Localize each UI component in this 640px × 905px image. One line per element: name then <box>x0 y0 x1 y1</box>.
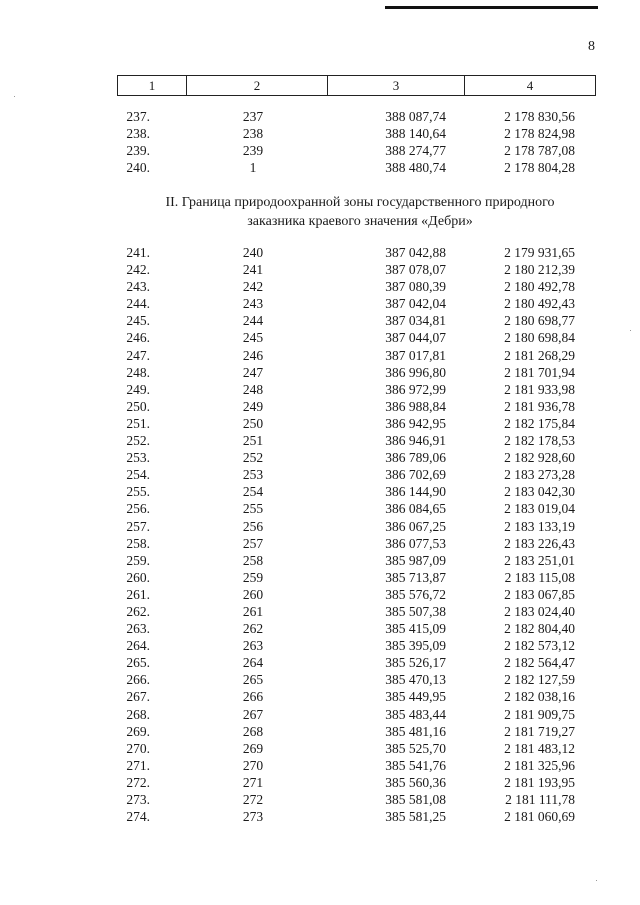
point-number: 253. <box>126 450 150 466</box>
coordinate-y: 2 183 019,04 <box>504 501 575 517</box>
point-number: 249. <box>126 381 150 397</box>
coordinate-y: 2 181 060,69 <box>504 809 575 825</box>
coordinate-y: 2 183 133,19 <box>504 518 575 534</box>
vertex-number: 266 <box>242 689 264 705</box>
coordinate-y: 2 183 273,28 <box>504 467 575 483</box>
table-row <box>0 654 640 671</box>
point-number: 265. <box>126 655 150 671</box>
scan-speck <box>630 330 631 331</box>
coordinate-x: 385 525,70 <box>385 740 446 756</box>
point-number: 255. <box>126 484 150 500</box>
coordinate-x: 385 507,38 <box>385 603 446 619</box>
table-row <box>0 552 640 569</box>
table-row <box>0 723 640 740</box>
coordinate-x: 387 042,88 <box>385 245 446 260</box>
point-number: 271. <box>126 757 150 773</box>
coordinate-x: 385 576,72 <box>385 586 446 602</box>
coordinate-x: 386 084,65 <box>385 501 446 517</box>
coordinate-x: 387 017,81 <box>385 347 446 363</box>
vertex-number: 258 <box>242 552 264 568</box>
coordinate-x: 387 042,04 <box>385 296 446 312</box>
coordinate-x: 386 996,80 <box>385 364 446 380</box>
coordinate-x: 385 541,76 <box>385 757 446 773</box>
table-row <box>0 159 640 176</box>
coordinate-y: 2 181 483,12 <box>504 740 575 756</box>
section2-heading-line2: заказника краевого значения «Дебри» <box>247 214 473 229</box>
coordinate-y: 2 178 804,28 <box>504 160 575 176</box>
coordinate-x: 386 702,69 <box>385 467 446 483</box>
vertex-number: 251 <box>242 433 264 449</box>
table-row <box>0 740 640 757</box>
table-row <box>0 329 640 346</box>
scan-speck <box>14 96 15 97</box>
coordinate-y: 2 180 212,39 <box>504 262 575 278</box>
vertex-number: 269 <box>242 740 264 756</box>
coordinate-y: 2 183 024,40 <box>504 603 575 619</box>
vertex-number: 237 <box>242 109 264 124</box>
coordinate-x: 386 144,90 <box>385 484 446 500</box>
coordinate-x: 385 483,44 <box>385 706 446 722</box>
table-header <box>117 75 596 96</box>
coordinate-y: 2 180 698,77 <box>504 313 575 329</box>
table-row <box>0 295 640 312</box>
coordinate-x: 385 449,95 <box>385 689 446 705</box>
point-number: 256. <box>126 501 150 517</box>
vertex-number: 249 <box>242 398 264 414</box>
coordinate-x: 385 713,87 <box>385 569 446 585</box>
scan-speck <box>596 880 597 881</box>
coordinate-y: 2 182 804,40 <box>504 621 575 637</box>
vertex-number: 272 <box>242 792 264 807</box>
vertex-number: 248 <box>242 381 264 397</box>
point-number: 245. <box>126 313 150 329</box>
column-header-4: 4 <box>465 76 596 96</box>
section2-heading <box>100 193 620 231</box>
coordinate-x: 388 274,77 <box>385 143 446 159</box>
coordinate-y: 2 178 787,08 <box>504 143 575 159</box>
point-number: 272. <box>126 774 150 790</box>
coordinate-x: 386 972,99 <box>385 381 446 397</box>
point-number: 261. <box>126 586 150 602</box>
coordinate-x: 386 077,53 <box>385 535 446 551</box>
point-number: 267. <box>126 689 150 705</box>
table-row <box>0 415 640 432</box>
coordinate-y: 2 180 698,84 <box>504 330 575 346</box>
coordinate-y: 2 180 492,78 <box>504 279 575 295</box>
point-number: 241. <box>126 245 150 260</box>
vertex-number: 247 <box>242 364 264 380</box>
section1-table <box>0 108 640 176</box>
point-number: 238. <box>126 126 150 142</box>
coordinate-y: 2 181 701,94 <box>504 364 575 380</box>
point-number: 262. <box>126 603 150 619</box>
table-row <box>0 791 640 808</box>
vertex-number: 265 <box>242 672 264 688</box>
vertex-number: 240 <box>242 245 264 260</box>
point-number: 264. <box>126 638 150 654</box>
point-number: 270. <box>126 740 150 756</box>
vertex-number: 238 <box>242 126 264 142</box>
vertex-number: 256 <box>242 518 264 534</box>
vertex-number: 246 <box>242 347 264 363</box>
point-number: 260. <box>126 569 150 585</box>
point-number: 244. <box>126 296 150 312</box>
coordinate-y: 2 178 830,56 <box>504 109 575 124</box>
coordinate-x: 387 044,07 <box>385 330 446 346</box>
coordinate-y: 2 181 909,75 <box>504 706 575 722</box>
vertex-number: 267 <box>242 706 264 722</box>
section2-heading-line1: II. Граница природоохранной зоны государственного природного <box>165 195 555 210</box>
point-number: 254. <box>126 467 150 483</box>
coordinate-x: 386 942,95 <box>385 415 446 431</box>
table-row <box>0 808 640 825</box>
table-row <box>0 398 640 415</box>
table-row <box>0 364 640 381</box>
point-number: 247. <box>126 347 150 363</box>
coordinate-x: 386 946,91 <box>385 433 446 449</box>
table-row <box>0 312 640 329</box>
vertex-number: 245 <box>242 330 264 346</box>
point-number: 250. <box>126 398 150 414</box>
table-row <box>0 603 640 620</box>
coordinate-y: 2 182 573,12 <box>504 638 575 654</box>
point-number: 237. <box>126 109 150 124</box>
table-row <box>0 620 640 637</box>
coordinate-y: 2 181 193,95 <box>504 774 575 790</box>
coordinate-x: 385 987,09 <box>385 552 446 568</box>
vertex-number: 243 <box>242 296 264 312</box>
coordinate-x: 386 988,84 <box>385 398 446 414</box>
coordinate-x: 385 581,25 <box>385 809 446 825</box>
coordinate-x: 385 560,36 <box>385 774 446 790</box>
vertex-number: 268 <box>242 723 264 739</box>
column-header-2: 2 <box>187 76 328 96</box>
coordinate-y: 2 182 564,47 <box>504 655 575 671</box>
point-number: 243. <box>126 279 150 295</box>
point-number: 266. <box>126 672 150 688</box>
coordinate-y: 2 182 928,60 <box>504 450 575 466</box>
coordinate-y: 2 180 492,43 <box>504 296 575 312</box>
coordinate-x: 387 034,81 <box>385 313 446 329</box>
vertex-number: 259 <box>242 569 264 585</box>
coordinate-y: 2 182 038,16 <box>504 689 575 705</box>
table-row <box>0 688 640 705</box>
point-number: 239. <box>126 143 150 159</box>
coordinate-x: 385 415,09 <box>385 621 446 637</box>
vertex-number: 241 <box>242 262 264 278</box>
point-number: 246. <box>126 330 150 346</box>
table-row <box>0 432 640 449</box>
coordinate-x: 386 789,06 <box>385 450 446 466</box>
point-number: 258. <box>126 535 150 551</box>
vertex-number: 250 <box>242 415 264 431</box>
point-number: 269. <box>126 723 150 739</box>
table-row <box>0 278 640 295</box>
point-number: 248. <box>126 364 150 380</box>
table-row <box>0 500 640 517</box>
coordinate-x: 385 481,16 <box>385 723 446 739</box>
table-row <box>0 108 640 125</box>
coordinate-y: 2 179 931,65 <box>504 245 575 260</box>
table-row <box>0 671 640 688</box>
coordinate-y: 2 181 268,29 <box>504 347 575 363</box>
vertex-number: 255 <box>242 501 264 517</box>
coordinate-x: 388 140,64 <box>385 126 446 142</box>
page-number: 8 <box>588 39 595 54</box>
table-row <box>0 261 640 278</box>
coordinate-y: 2 178 824,98 <box>504 126 575 142</box>
point-number: 252. <box>126 433 150 449</box>
coordinate-x: 386 067,25 <box>385 518 446 534</box>
coordinate-x: 385 395,09 <box>385 638 446 654</box>
table-row <box>0 125 640 142</box>
coordinate-y: 2 181 936,78 <box>504 398 575 414</box>
vertex-number: 264 <box>242 655 264 671</box>
table-row <box>0 637 640 654</box>
coordinate-y: 2 183 115,08 <box>504 569 575 585</box>
column-header-1: 1 <box>118 76 187 96</box>
point-number: 240. <box>126 160 150 176</box>
vertex-number: 244 <box>242 313 264 329</box>
coordinate-y: 2 181 111,78 <box>505 792 575 807</box>
table-row <box>0 586 640 603</box>
table-row <box>0 142 640 159</box>
point-number: 259. <box>126 552 150 568</box>
section2-table <box>0 244 640 825</box>
vertex-number: 270 <box>242 757 264 773</box>
vertex-number: 1 <box>249 160 257 176</box>
point-number: 273. <box>126 792 150 807</box>
top-rule <box>385 6 598 9</box>
point-number: 268. <box>126 706 150 722</box>
coordinate-x: 385 526,17 <box>385 655 446 671</box>
coordinate-x: 385 470,13 <box>385 672 446 688</box>
table-row <box>0 449 640 466</box>
vertex-number: 273 <box>242 809 264 825</box>
vertex-number: 263 <box>242 638 264 654</box>
point-number: 263. <box>126 621 150 637</box>
vertex-number: 262 <box>242 621 264 637</box>
coordinate-y: 2 182 127,59 <box>504 672 575 688</box>
point-number: 274. <box>126 809 150 825</box>
coordinate-y: 2 181 325,96 <box>504 757 575 773</box>
vertex-number: 254 <box>242 484 264 500</box>
table-row <box>0 381 640 398</box>
vertex-number: 252 <box>242 450 264 466</box>
table-header-row <box>118 76 596 96</box>
vertex-number: 239 <box>242 143 264 159</box>
coordinate-y: 2 182 178,53 <box>504 433 575 449</box>
coordinate-y: 2 183 067,85 <box>504 586 575 602</box>
vertex-number: 257 <box>242 535 264 551</box>
table-row <box>0 347 640 364</box>
coordinate-y: 2 183 042,30 <box>504 484 575 500</box>
coordinate-x: 387 080,39 <box>385 279 446 295</box>
point-number: 251. <box>126 415 150 431</box>
table-row <box>0 518 640 535</box>
coordinate-x: 388 480,74 <box>385 160 446 176</box>
point-number: 242. <box>126 262 150 278</box>
table-row <box>0 569 640 586</box>
table-row <box>0 483 640 500</box>
vertex-number: 242 <box>242 279 264 295</box>
table-row <box>0 535 640 552</box>
point-number: 257. <box>126 518 150 534</box>
vertex-number: 260 <box>242 586 264 602</box>
table-row <box>0 706 640 723</box>
coordinate-y: 2 181 719,27 <box>504 723 575 739</box>
column-header-3: 3 <box>328 76 465 96</box>
vertex-number: 261 <box>242 603 264 619</box>
coordinate-x: 388 087,74 <box>385 109 446 124</box>
coordinate-x: 387 078,07 <box>385 262 446 278</box>
coordinate-y: 2 183 226,43 <box>504 535 575 551</box>
vertex-number: 271 <box>242 774 264 790</box>
coordinate-y: 2 181 933,98 <box>504 381 575 397</box>
table-row <box>0 466 640 483</box>
table-row <box>0 757 640 774</box>
table-row <box>0 774 640 791</box>
coordinate-x: 385 581,08 <box>385 792 446 807</box>
vertex-number: 253 <box>242 467 264 483</box>
coordinate-y: 2 182 175,84 <box>504 415 575 431</box>
coordinate-y: 2 183 251,01 <box>504 552 575 568</box>
table-row <box>0 244 640 261</box>
